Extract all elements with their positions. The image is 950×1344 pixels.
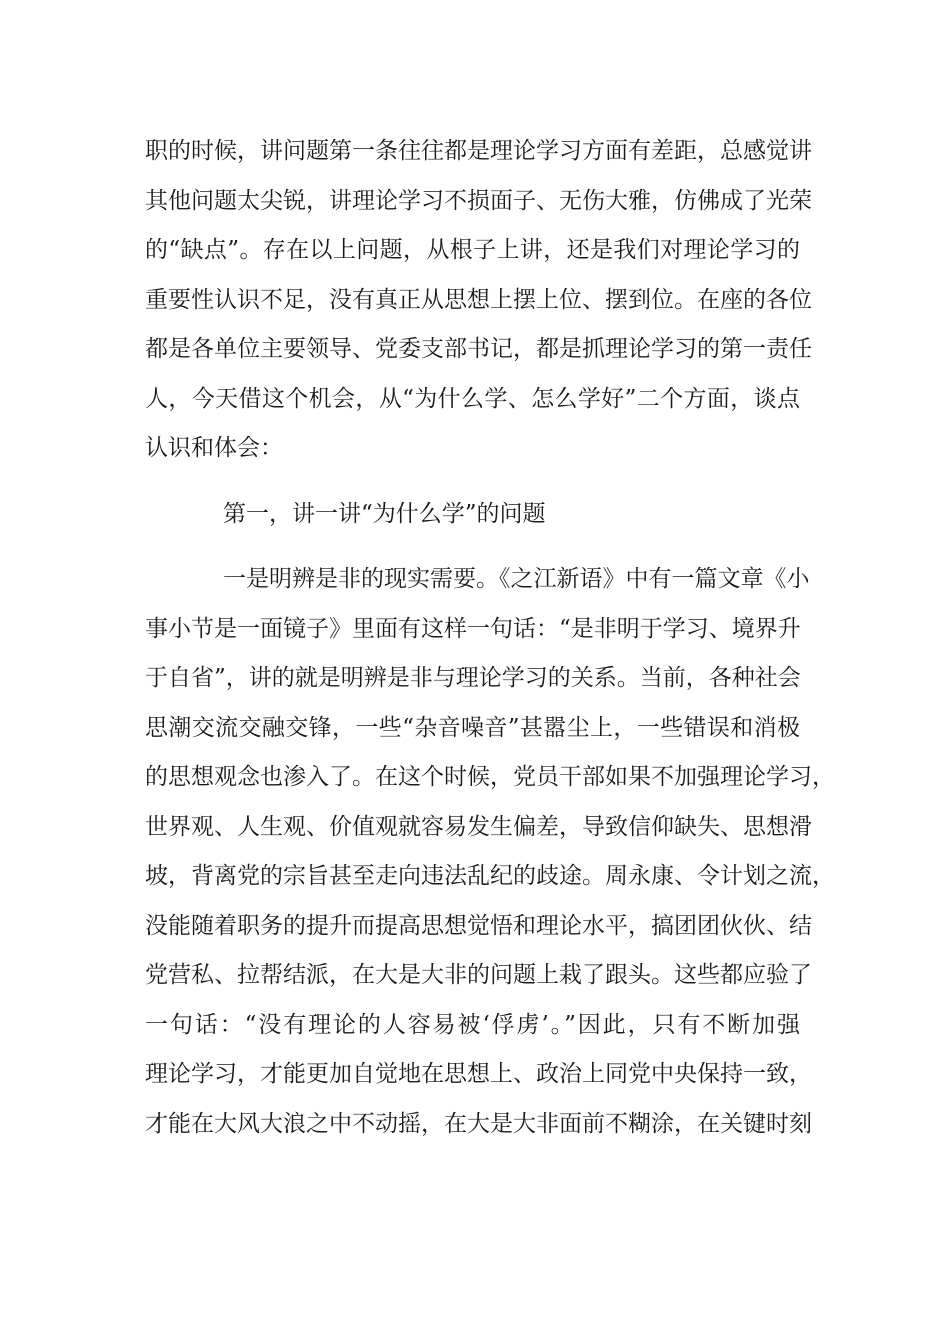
text-line: 世界观、人生观、价值观就容易发生偏差，导致信仰缺失、思想滑 (145, 813, 812, 840)
text-line: 才能在大风大浪之中不动摇，在大是大非面前不糊涂，在关键时刻 (145, 1110, 812, 1137)
text-line: 党营私、拉帮结派，在大是大非的问题上栽了跟头。这些都应验了 (145, 962, 812, 988)
text-line: 没能随着职务的提升而提高思想觉悟和理论水平，搞团团伙伙、结 (145, 912, 812, 939)
text-line: 思潮交流交融交锋，一些“杂音噪音”甚嚣尘上，一些错误和消极 (145, 714, 800, 741)
text-line: 一是明辨是非的现实需要。《之江新语》中有一篇文章《小 (223, 566, 810, 592)
text-line: 一句话：“没有理论的人容易被‘俘虏’。”因此，只有不断加强 (145, 1011, 800, 1038)
text-line: 其他问题太尖锐，讲理论学习不损面子、无伤大雅，仿佛成了光荣 (145, 187, 812, 214)
paragraph-gap (145, 539, 800, 555)
text-line: 的“缺点”。存在以上问题，从根子上讲，还是我们对理论学习的 (145, 237, 800, 263)
text-line: 都是各单位主要领导、党委支部书记，都是抓理论学习的第一责任 (145, 336, 812, 362)
text-line: 于自省”，讲的就是明辨是非与理论学习的关系。当前，各种社会 (145, 665, 801, 691)
text-line: 认识和体会： (145, 435, 283, 461)
body-text (145, 127, 835, 1149)
section-heading: 第一，讲一讲“为什么学”的问题 (223, 500, 546, 527)
text-line: 职的时候，讲问题第一条往往都是理论学习方面有差距，总感觉讲 (145, 138, 812, 164)
text-line: 理论学习，才能更加自觉地在思想上、政治上同党中央保持一致， (145, 1061, 812, 1087)
text-line: 人，今天借这个机会，从“为什么学、怎么学好”二个方面，谈点 (145, 385, 800, 412)
paragraph-gap (145, 474, 800, 490)
text-line: 事小节是一面镜子》里面有这样一句话：“是非明于学习、境界升 (145, 615, 801, 642)
text-line: 的思想观念也渗入了。在这个时候，党员干部如果不加强理论学习， (145, 764, 835, 790)
text-line: 重要性认识不足，没有真正从思想上摆上位、摆到位。在座的各位 (145, 286, 812, 313)
text-line: 坡，背离党的宗旨甚至走向违法乱纪的歧途。周永康、令计划之流， (145, 863, 835, 889)
